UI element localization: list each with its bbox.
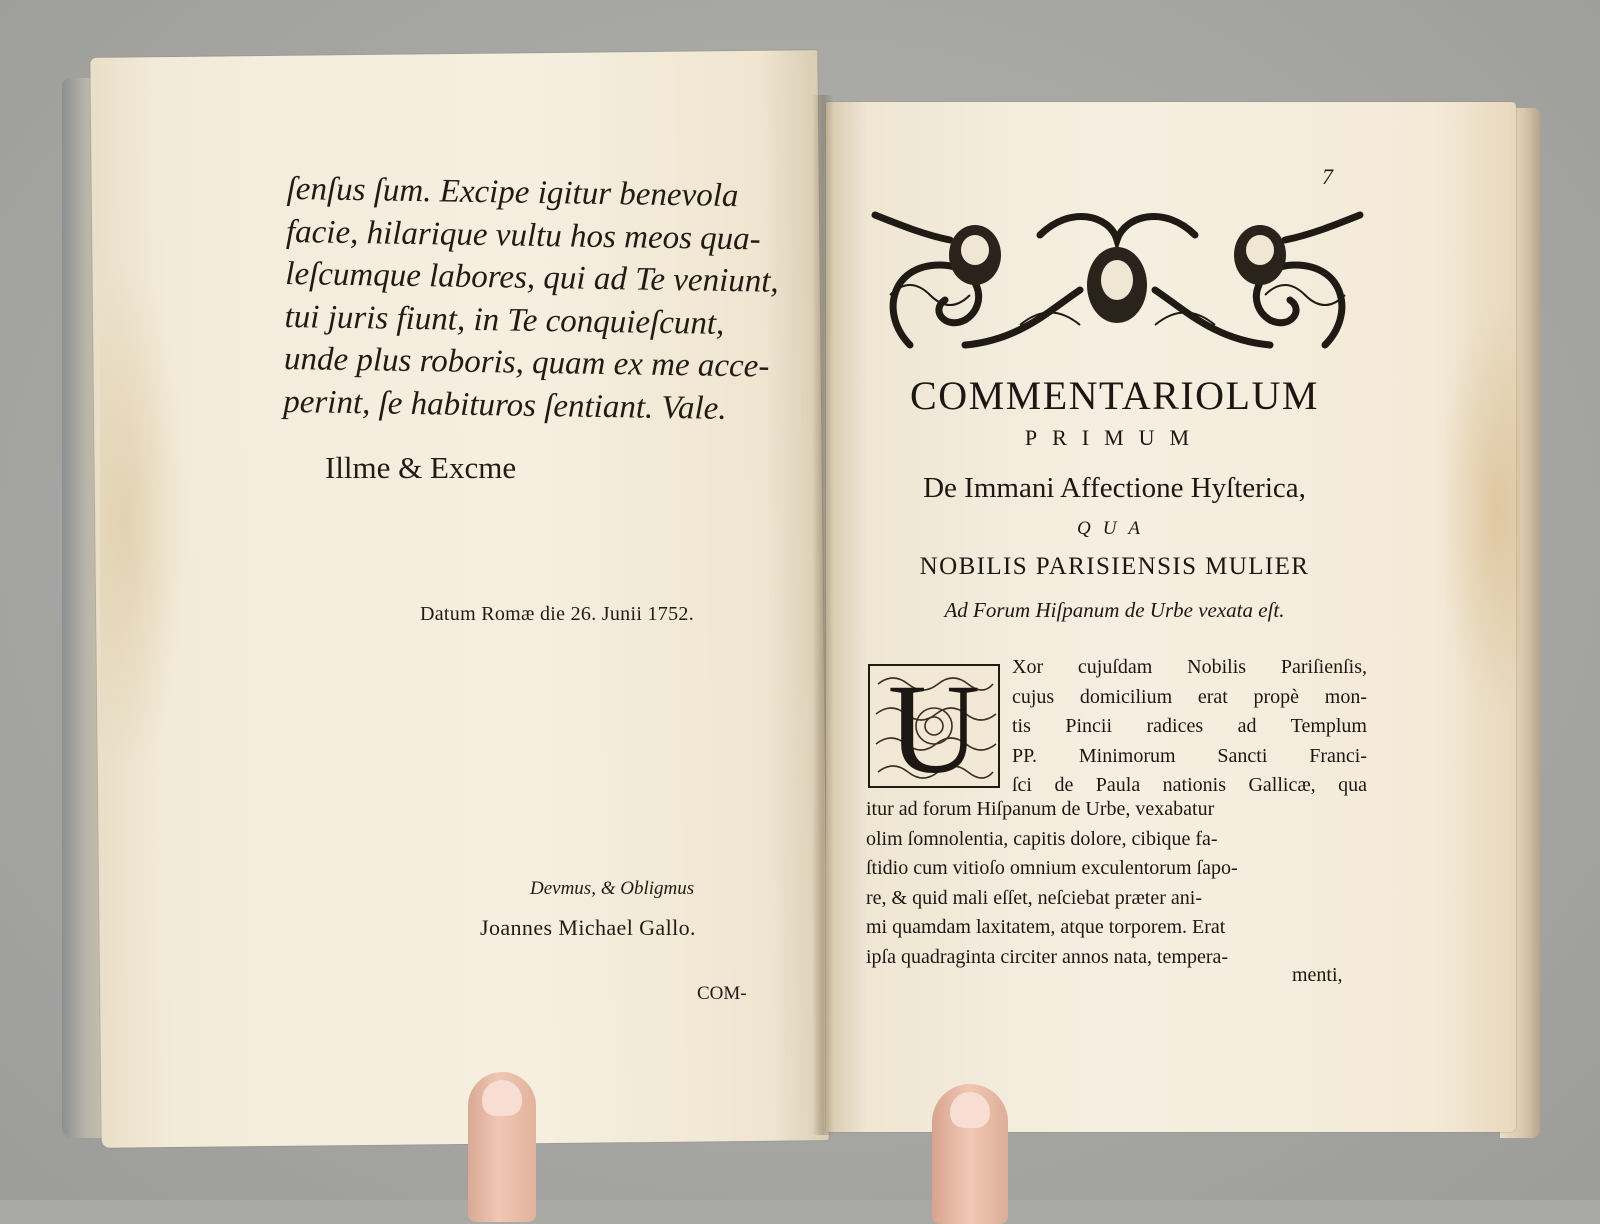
subtitle-forum: Ad Forum Hiſpanum de Urbe vexata eſt. <box>944 598 1285 622</box>
subtitle-primum: PRIMUM <box>1024 425 1205 450</box>
closing-formula: Devmus, & Obligmus <box>530 878 695 899</box>
body-text-indented <box>1012 653 1367 801</box>
headpiece-ornament <box>870 195 1365 355</box>
chapter-title: COMMENTARIOLUM <box>910 373 1319 418</box>
subtitle-qua: QUA <box>1076 518 1153 539</box>
text-line: PP. Minimorum Sancti Franci- <box>1012 744 1367 767</box>
page-number: 7 <box>1322 164 1333 189</box>
subtitle-nobilis: NOBILIS PARISIENSIS MULIER <box>919 553 1310 580</box>
text-line: ſtidio cum vitioſo omnium exculentorum ſapo- <box>866 857 1238 879</box>
text-line: itur ad forum Hiſpanum de Urbe, vexabatur <box>866 798 1215 820</box>
foxing-stain <box>1440 300 1520 720</box>
text-line: ipſa quadraginta circiter annos nata, tempera- <box>866 945 1229 968</box>
drop-cap-letter: U <box>887 664 981 788</box>
fingernail <box>482 1080 522 1116</box>
text-line: unde plus roboris, quam ex me acce- <box>283 340 770 385</box>
text-line: leſcumque labores, qui ad Te veniunt, <box>285 255 779 300</box>
thumb-right <box>932 1084 1008 1224</box>
text-line: Xor cujuſdam Nobilis Pariſienſis, <box>1012 656 1367 678</box>
catchword: menti, <box>1292 964 1343 986</box>
text-line: olim ſomnolentia, capitis dolore, cibique fa- <box>866 827 1218 850</box>
dedication-text <box>283 168 827 431</box>
drop-cap-initial <box>868 664 1000 788</box>
salutation: Illme & Excme <box>325 450 517 485</box>
text-line: tui juris fiunt, in Te conquieſcunt, <box>284 298 725 342</box>
subtitle-affectione: De Immani Affectione Hyſterica, <box>923 472 1306 504</box>
text-line: cujus domicilium erat propè mon- <box>1012 685 1367 708</box>
body-text <box>866 795 1367 972</box>
date-line: Datum Romæ die 26. Junii 1752. <box>420 603 694 625</box>
text-line: facie, hilarique vultu hos meos qua- <box>285 213 761 257</box>
foxing-stain <box>100 260 190 780</box>
text-line: perint, ſe habituros ſentiant. Vale. <box>283 383 727 427</box>
text-line: mi quamdam laxitatem, atque torporem. Erat <box>866 916 1226 938</box>
text-line: tis Pincii radices ad Templum <box>1012 715 1367 737</box>
fingernail <box>950 1092 990 1128</box>
signature: Joannes Michael Gallo. <box>480 915 696 940</box>
text-line: ſci de Paula nationis Gallicæ, qua <box>1012 774 1367 796</box>
catchword: COM- <box>697 983 747 1004</box>
text-line: re, & quid mali eſſet, neſciebat præter ani- <box>866 886 1202 909</box>
text-line: ſenſus ſum. Excipe igitur benevola <box>286 170 739 215</box>
